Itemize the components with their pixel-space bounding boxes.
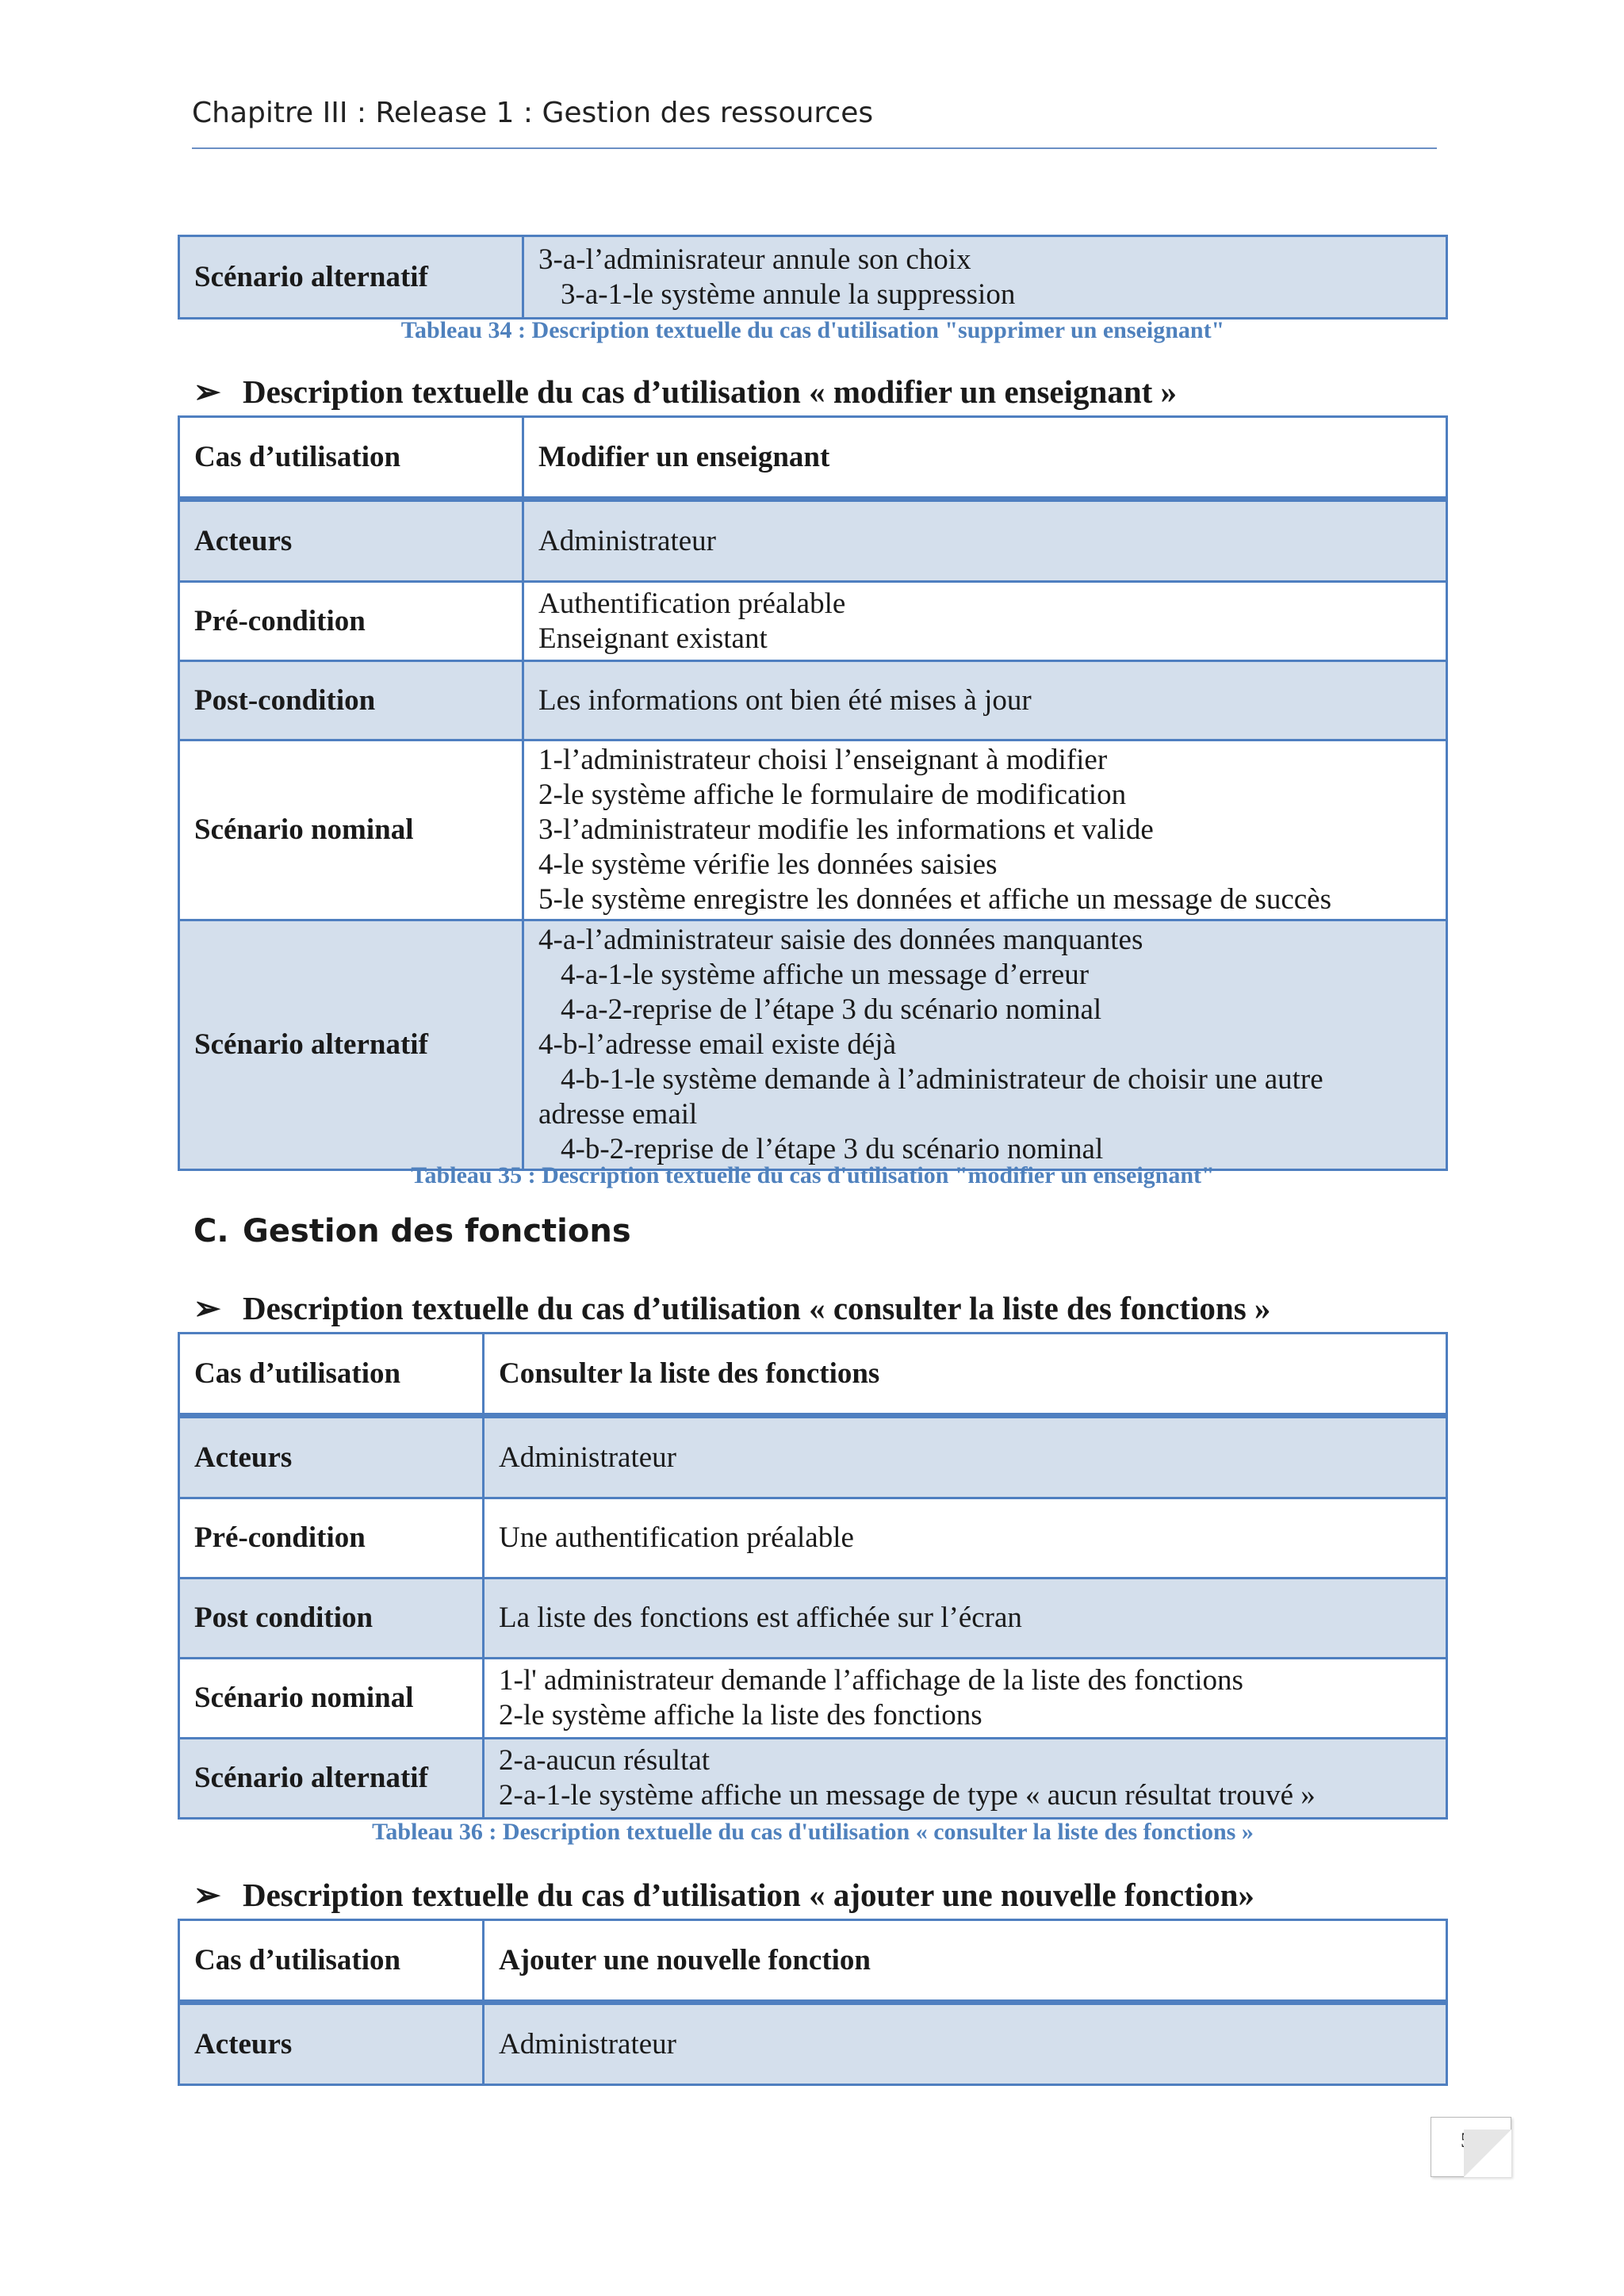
row-line: Administrateur: [538, 524, 717, 557]
arrow-bullet-icon: ➢: [193, 373, 221, 410]
header-label: Cas d’utilisation: [179, 417, 523, 499]
chapter-title: Chapitre III : Release 1 : Gestion des ressources: [192, 97, 874, 129]
row-value: [523, 661, 1447, 740]
table-header-row: [179, 417, 1447, 499]
page-curl-icon: [1464, 2130, 1511, 2177]
row-line: 4-le système vérifie les données saisies: [538, 848, 998, 881]
row-label: Scénario alternatif: [179, 236, 523, 319]
table-header-row: [179, 1920, 1447, 2003]
section-bullet-heading: [193, 373, 1177, 411]
section-title: Gestion des fonctions: [243, 1213, 631, 1249]
header-label: Cas d’utilisation: [179, 1920, 484, 2003]
page-number: 59: [1461, 2129, 1481, 2152]
row-line: 4-a-1-le système affiche un message d’erreur: [561, 959, 1090, 991]
row-value: [484, 1659, 1447, 1739]
table-caption-34: Tableau 34 : Description textuelle du cas d'utilisation "supprimer un enseignant": [400, 317, 1225, 343]
table-row: [179, 499, 1447, 582]
row-label: Scénario alternatif: [179, 920, 523, 1170]
row-line: 4-b-2-reprise de l’étape 3 du scénario nominal: [561, 1133, 1104, 1165]
row-line: Enseignant existant: [538, 622, 768, 655]
table-row: [179, 1578, 1447, 1659]
row-line: 4-a-2-reprise de l’étape 3 du scénario nominal: [561, 993, 1102, 1026]
row-line: 2-a-aucun résultat: [499, 1744, 710, 1777]
row-line: 1-l’administrateur choisi l’enseignant à modifier: [538, 744, 1108, 776]
row-line: 4-a-l’administrateur saisie des données manquantes: [538, 924, 1143, 956]
row-value: [484, 1416, 1447, 1498]
row-line: Authentification préalable: [538, 587, 846, 620]
table-row: [179, 582, 1447, 661]
page-number-box: [1431, 2117, 1511, 2177]
table-row: [179, 661, 1447, 740]
row-label: Acteurs: [179, 2003, 484, 2085]
section-bullet-heading: [193, 1876, 1254, 1914]
heading-text: Description textuelle du cas d’utilisation « consulter la liste des fonctions »: [243, 1290, 1271, 1326]
table-consulter-fonctions: [178, 1332, 1448, 1820]
table-caption-35: Tableau 35 : Description textuelle du cas d'utilisation "modifier un enseignant": [411, 1162, 1215, 1188]
row-value: [523, 920, 1447, 1170]
row-value: [484, 2003, 1447, 2085]
table-ajouter-fonction: [178, 1919, 1448, 2086]
heading-text: Description textuelle du cas d’utilisation « ajouter une nouvelle fonction»: [243, 1877, 1254, 1913]
table-row: [179, 740, 1447, 920]
table-34-continuation: [178, 235, 1448, 320]
row-label: Pré-condition: [179, 582, 523, 661]
row-value: [484, 1578, 1447, 1659]
header-value: Ajouter une nouvelle fonction: [484, 1920, 1447, 2003]
row-value: [523, 236, 1447, 319]
row-label: Scénario alternatif: [179, 1739, 484, 1819]
row-line: 2-le système affiche le formulaire de modification: [538, 779, 1127, 811]
row-label: Acteurs: [179, 1416, 484, 1498]
table-row: [179, 1416, 1447, 1498]
row-label: Post condition: [179, 1578, 484, 1659]
row-value: [523, 499, 1447, 582]
row-line: 3-l’administrateur modifie les informations et valide: [538, 813, 1154, 846]
row-label: Post-condition: [179, 661, 523, 740]
row-line: Une authentification préalable: [499, 1521, 854, 1554]
row-label: Scénario nominal: [179, 1659, 484, 1739]
table-row: [179, 1498, 1447, 1578]
row-label: Acteurs: [179, 499, 523, 582]
section-bullet-heading: [193, 1289, 1270, 1327]
table-row: [179, 1659, 1447, 1739]
row-value: [484, 1739, 1447, 1819]
row-line: 4-b-l’adresse email existe déjà: [538, 1028, 896, 1061]
table-row: [179, 2003, 1447, 2085]
table-row: [179, 1739, 1447, 1819]
row-line: adresse email: [538, 1098, 698, 1131]
row-line: Les informations ont bien été mises à jour: [538, 683, 1032, 717]
row-line: Administrateur: [499, 2027, 677, 2061]
heading-text: Description textuelle du cas d’utilisation « modifier un enseignant »: [243, 373, 1178, 410]
row-value: [523, 740, 1447, 920]
row-value: [523, 582, 1447, 661]
row-label: Pré-condition: [179, 1498, 484, 1578]
row-line: 3-a-l’adminisrateur annule son choix: [538, 243, 971, 276]
table-caption-36: Tableau 36 : Description textuelle du cas d'utilisation « consulter la liste des fonctions »: [372, 1819, 1254, 1845]
page-header: [192, 97, 1437, 149]
row-value: [484, 1498, 1447, 1578]
row-line: 4-b-1-le système demande à l’administrateur de choisir une autre: [561, 1063, 1323, 1096]
row-line: Administrateur: [499, 1441, 677, 1474]
section-heading: [193, 1213, 631, 1249]
arrow-bullet-icon: ➢: [193, 1877, 221, 1913]
table-header-row: [179, 1334, 1447, 1416]
row-line: La liste des fonctions est affichée sur l’écran: [499, 1601, 1022, 1634]
header-value: Consulter la liste des fonctions: [484, 1334, 1447, 1416]
row-line: 5-le système enregistre les données et affiche un message de succès: [538, 883, 1331, 916]
row-label: Scénario nominal: [179, 740, 523, 920]
row-line: 3-a-1-le système annule la suppression: [561, 277, 1016, 311]
table-row: [179, 236, 1447, 319]
table-row: [179, 920, 1447, 1170]
table-modifier-enseignant: [178, 415, 1448, 1171]
row-line: 1-l' administrateur demande l’affichage de la liste des fonctions: [499, 1664, 1243, 1697]
row-line: 2-a-1-le système affiche un message de type « aucun résultat trouvé »: [499, 1779, 1316, 1812]
section-letter: C.: [193, 1213, 229, 1249]
header-value: Modifier un enseignant: [523, 417, 1447, 499]
row-line: 2-le système affiche la liste des fonctions: [499, 1699, 982, 1732]
header-label: Cas d’utilisation: [179, 1334, 484, 1416]
arrow-bullet-icon: ➢: [193, 1290, 221, 1326]
